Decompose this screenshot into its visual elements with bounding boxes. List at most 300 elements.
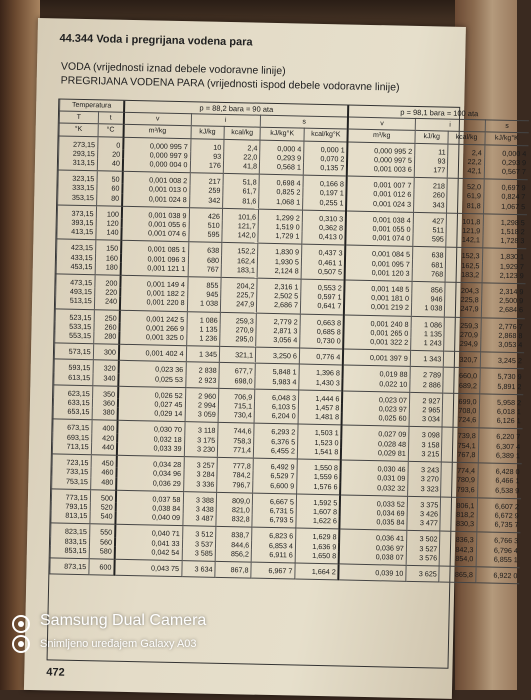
table-cell: 0,685 8 — [300, 326, 344, 336]
table-cell: 3 257 — [184, 457, 218, 470]
table-cell: 638 — [412, 247, 446, 260]
table-cell: 0,037 58 — [116, 490, 183, 504]
table-cell: 420 — [91, 433, 117, 443]
table-cell: 681 — [412, 260, 446, 270]
table-cell: 0,135 7 — [303, 163, 347, 177]
table-cell: 2,502 5 — [257, 291, 301, 301]
table-cell: 1 343 — [410, 351, 444, 368]
table-cell: 0,043 75 — [114, 559, 181, 577]
table-cell: 0,310 3 — [302, 210, 346, 224]
table-cell: 1,830 1 — [482, 248, 526, 262]
unit-s2-kj: kJ/kg°K — [484, 132, 528, 145]
table-cell: 433,15 — [56, 252, 95, 262]
table-cell: 2 838 — [186, 362, 220, 375]
table-cell: 768 — [412, 269, 446, 282]
table-cell: 0,026 52 — [118, 386, 185, 400]
table-cell: 0,001 265 0 — [344, 327, 411, 338]
steam-table-body — [50, 136, 529, 584]
table-cell: 320,7 — [444, 351, 480, 368]
table-cell: 753,15 — [52, 476, 91, 490]
table-cell: 1 038 — [187, 299, 221, 312]
table-cell: 1,519 0 — [258, 222, 302, 232]
table-cell: 821,0 — [216, 505, 252, 515]
col-s2-symbol: s — [485, 120, 529, 133]
unit-v2: m³/kg — [348, 129, 415, 143]
table-cell: 3 158 — [408, 440, 442, 450]
table-cell: 867,8 — [215, 561, 251, 578]
table-cell: 1,622 6 — [296, 516, 340, 530]
table-cell: 1 086 — [411, 316, 445, 329]
table-cell: 730,4 — [218, 410, 254, 423]
table-cell: 550 — [89, 524, 115, 537]
col-i-symbol: i — [191, 114, 261, 128]
table-cell: 0,001 322 2 — [343, 337, 410, 351]
table-cell: 813,15 — [51, 510, 90, 524]
table-cell: 0,040 09 — [115, 512, 182, 526]
table-cell: 373,15 — [57, 205, 96, 219]
table-cell: 313,15 — [58, 157, 97, 171]
table-cell: 0,001 008 2 — [123, 172, 190, 186]
table-cell: 0,001 007 7 — [347, 176, 414, 190]
table-cell: 0,000 997 5 — [347, 154, 414, 165]
table-cell: 1 236 — [186, 333, 220, 346]
table-cell: 260 — [94, 322, 120, 332]
table-cell: 771,4 — [217, 445, 253, 458]
table-cell: 3 098 — [409, 427, 443, 440]
col-t-symbol: t — [98, 112, 124, 125]
table-cell: 580 — [89, 546, 115, 559]
table-cell: 0,567 7 — [484, 166, 528, 180]
table-cell: 150 — [95, 240, 121, 253]
table-cell: 540 — [90, 511, 116, 524]
table-cell: 3 487 — [182, 513, 216, 526]
table-cell: 1 243 — [411, 338, 445, 351]
table-cell: 0,255 1 — [302, 197, 346, 211]
table-cell: 41,8 — [223, 161, 259, 174]
table-cell: 1,396 8 — [299, 365, 343, 379]
table-cell: 3 034 — [409, 414, 443, 427]
unit-celsius: °C — [98, 124, 124, 137]
table-cell: 204,3 — [445, 282, 481, 295]
table-cell: 259,3 — [444, 317, 480, 330]
table-cell: 0,001 024 8 — [122, 193, 189, 207]
table-cell: 0,019 88 — [343, 365, 410, 379]
section-title: 44.344 Voda i pregrijana vodena para — [59, 32, 253, 49]
table-cell: 393,15 — [57, 217, 96, 227]
watermark-device: Snimljeno uređajem Galaxy A03 — [40, 638, 197, 650]
table-cell: 323,15 — [58, 170, 97, 184]
table-cell: 0,001 096 3 — [121, 253, 188, 264]
table-cell: 0,034 69 — [340, 507, 407, 518]
table-cell: 320 — [93, 360, 119, 373]
table-cell: 6,667 5 — [252, 493, 296, 507]
table-cell: 0,028 48 — [341, 438, 408, 449]
table-cell: 204,2 — [221, 277, 257, 290]
table-cell: 6,967 7 — [251, 562, 295, 579]
table-cell: 0,001 095 7 — [345, 258, 412, 269]
table-cell: 6,538 9 — [477, 485, 521, 499]
table-cell: 0,293 9 — [484, 157, 528, 167]
unit-i-kj: kJ/kg — [191, 126, 225, 139]
table-cell: 1,830 9 — [258, 244, 302, 258]
table-cell: 0,001 149 4 — [120, 275, 187, 289]
table-cell: 560 — [89, 537, 115, 547]
table-cell: 6,126 1 — [479, 416, 523, 430]
table-cell: 0,029 81 — [341, 447, 408, 461]
table-cell: 152,2 — [222, 243, 258, 256]
table-cell: 0,697 9 — [483, 179, 527, 193]
table-cell: 162,4 — [221, 256, 257, 266]
table-cell: 0,000 1 — [304, 141, 348, 155]
table-cell: 0,001 182 2 — [120, 288, 187, 299]
table-cell: 2,684 6 — [481, 305, 525, 319]
table-cell: 739,8 — [442, 428, 478, 441]
table-cell: 10 — [190, 138, 224, 151]
table-cell: 5,891 2 — [479, 381, 523, 395]
table-cell: 809,0 — [216, 492, 252, 505]
table-cell: 708,0 — [443, 406, 479, 416]
table-cell: 0,197 1 — [303, 188, 347, 198]
table-cell: 3 230 — [184, 444, 218, 457]
table-cell: 6,766 3 — [476, 532, 520, 546]
table-cell: 0,030 70 — [117, 421, 184, 435]
pressure-88-header: p = 88,2 bara = 90 ata — [124, 101, 349, 117]
table-cell: 1,430 3 — [299, 377, 343, 391]
table-cell: 623,15 — [54, 385, 93, 399]
table-cell: 6,911 6 — [251, 549, 295, 563]
table-cell: 638 — [188, 242, 222, 255]
table-cell: 0,042 54 — [115, 546, 182, 560]
table-cell: 270,9 — [444, 329, 480, 339]
table-cell: 6,529 7 — [253, 471, 297, 481]
table-cell: 793,15 — [51, 501, 90, 511]
table-cell: 20 — [97, 149, 123, 159]
table-cell: 832,8 — [216, 514, 252, 527]
table-cell: 0,001 181 0 — [344, 293, 411, 304]
table-cell: 360 — [92, 398, 118, 408]
table-cell: 758,3 — [218, 436, 254, 446]
table-cell: 247,9 — [445, 304, 481, 317]
table-cell: 6,204 0 — [254, 411, 298, 425]
table-cell: 427 — [413, 212, 447, 225]
page-number: 472 — [46, 666, 65, 679]
table-cell: 767 — [188, 264, 222, 277]
table-cell: 450 — [91, 455, 117, 468]
table-cell: 50 — [97, 171, 123, 184]
table-cell: 945 — [187, 289, 221, 299]
table-cell: 2,776 7 — [481, 317, 525, 331]
table-cell: 342 — [189, 195, 223, 208]
table-cell: 3 576 — [406, 553, 440, 566]
table-cell: 2,500 9 — [481, 296, 525, 306]
table-cell: 806,1 — [441, 497, 477, 510]
table-cell: 0,023 07 — [342, 391, 409, 405]
table-cell: 0,001 121 1 — [121, 263, 188, 277]
table-cell: 152,3 — [446, 248, 482, 261]
table-cell: 453,15 — [56, 261, 95, 275]
table-cell: 177 — [414, 165, 448, 178]
table-cell: 0,553 2 — [301, 279, 345, 293]
table-cell: 844,6 — [215, 539, 251, 549]
table-cell: 1,503 1 — [298, 425, 342, 439]
table-cell: 693,15 — [53, 432, 92, 442]
table-cell: 0,000 997 9 — [123, 150, 190, 161]
table-cell: 1,636 9 — [295, 541, 339, 551]
table-cell: 6,731 5 — [252, 506, 296, 516]
table-cell: 11 — [415, 143, 449, 156]
table-cell: 2 960 — [185, 388, 219, 401]
table-cell: 706,9 — [219, 388, 255, 401]
table-cell: 660,0 — [443, 368, 479, 381]
table-cell: 818,2 — [441, 509, 477, 519]
table-cell: 946 — [411, 294, 445, 304]
table-cell: 293,15 — [59, 148, 98, 158]
table-cell: 6,823 6 — [252, 527, 296, 541]
table-cell: 0,001 085 1 — [121, 241, 188, 255]
dual-camera-icon — [10, 614, 32, 654]
table-cell: 2,871 3 — [256, 325, 300, 335]
table-cell: 6,672 9 — [477, 510, 521, 520]
table-cell: 838,7 — [216, 527, 252, 540]
table-cell: 2,316 1 — [257, 278, 301, 292]
table-cell: 1,068 1 — [259, 196, 303, 210]
table-cell: 0,000 995 7 — [123, 137, 190, 151]
table-cell: 0,025 53 — [118, 373, 185, 387]
table-cell: 0,036 41 — [339, 529, 406, 543]
table-cell: 513,15 — [55, 296, 94, 310]
table-cell: 0,040 71 — [115, 525, 182, 539]
table-cell: 121,9 — [446, 226, 482, 236]
table-cell: 218 — [414, 178, 448, 191]
table-cell: 259,3 — [220, 312, 256, 325]
table-cell: 3 438 — [183, 504, 217, 514]
table-cell: 0,036 29 — [116, 477, 183, 491]
table-cell: 1,650 8 — [295, 550, 339, 564]
table-cell: 6,793 5 — [252, 515, 296, 529]
table-cell: 0,001 074 6 — [121, 228, 188, 242]
table-cell: 6,389 1 — [478, 450, 522, 464]
table-cell: 440 — [91, 442, 117, 455]
col-v2-symbol: v — [348, 117, 415, 131]
table-cell: 0,032 18 — [117, 433, 184, 444]
table-cell: 2 927 — [409, 392, 443, 405]
table-cell: 3 175 — [184, 435, 218, 445]
table-cell: 2,123 9 — [482, 270, 526, 284]
table-cell: 0,001 038 4 — [346, 211, 413, 225]
subtitle-water: VODA (vrijednosti iznad debele vodoravne linije) — [60, 60, 286, 78]
table-cell: 101,8 — [447, 213, 483, 226]
table-cell: 2,314 9 — [481, 283, 525, 297]
table-cell: 225,7 — [221, 290, 257, 300]
table-cell: 553,15 — [55, 330, 94, 344]
table-cell: 6,735 7 — [476, 519, 520, 533]
table-cell: 3,250 6 — [255, 347, 299, 364]
table-cell: 247,9 — [220, 299, 256, 312]
table-cell: 0,029 14 — [118, 408, 185, 422]
table-cell: 1,729 1 — [258, 231, 302, 245]
table-cell: 0,001 038 9 — [122, 206, 189, 220]
unit-v: m³/kg — [123, 125, 190, 139]
table-cell: 0,000 4 — [260, 140, 304, 154]
table-cell: 1,299 2 — [258, 209, 302, 223]
table-cell: 121,7 — [222, 221, 258, 231]
table-cell: 160 — [95, 253, 121, 263]
table-cell: 473,15 — [56, 274, 95, 288]
table-cell: 2,124 8 — [257, 265, 301, 279]
table-cell: 3 118 — [184, 422, 218, 435]
table-cell: 3 375 — [407, 496, 441, 509]
table-cell: 3 388 — [183, 491, 217, 504]
table-cell: 81,8 — [447, 200, 483, 213]
table-cell: 713,15 — [52, 441, 91, 455]
table-cell: 793,6 — [441, 484, 477, 497]
table-cell: 270,9 — [220, 325, 256, 335]
table-cell: 865,8 — [439, 566, 475, 583]
table-cell: 101,6 — [222, 208, 258, 221]
unit-s-kj: kJ/kg°K — [260, 128, 304, 141]
col-v-symbol: v — [124, 113, 191, 127]
table-cell: 1,559 6 — [297, 472, 341, 482]
table-cell: 500 — [90, 489, 116, 502]
table-cell: 1 345 — [186, 346, 220, 363]
table-cell: 2 886 — [410, 380, 444, 393]
table-cell: 0,001 148 5 — [345, 280, 412, 294]
table-cell: 1,444 6 — [298, 390, 342, 404]
table-cell: 423,15 — [57, 239, 96, 253]
table-cell: 698,0 — [219, 376, 255, 389]
table-cell: 699,0 — [443, 393, 479, 406]
table-cell: 6,293 2 — [254, 424, 298, 438]
table-cell: 3 502 — [406, 531, 440, 544]
table-cell: 0,001 219 2 — [344, 302, 411, 316]
table-cell: 0,001 003 6 — [347, 164, 414, 178]
table-cell: 0,001 220 8 — [120, 297, 187, 311]
unit-s-kcal: kcal/kg°K — [304, 129, 348, 142]
table-cell: 142,0 — [222, 230, 258, 243]
table-cell: 715,1 — [218, 401, 254, 411]
table-cell: 0,293 9 — [260, 152, 304, 162]
table-cell: 0,027 45 — [118, 399, 185, 410]
table-cell: 3 270 — [408, 474, 442, 484]
table-cell: 142,1 — [446, 235, 482, 248]
table-cell: 183,2 — [445, 269, 481, 282]
table-cell: 780,9 — [441, 475, 477, 485]
table-cell: 3,056 4 — [256, 335, 300, 349]
table-cell: 42,1 — [448, 166, 484, 179]
table-cell: 353,15 — [58, 192, 97, 206]
table-cell: 520 — [90, 502, 116, 512]
table-cell: 2,686 7 — [256, 300, 300, 314]
table-cell: 1,664 2 — [295, 563, 339, 580]
table-cell: 1,541 8 — [297, 446, 341, 460]
table-cell: 633,15 — [53, 397, 92, 407]
table-cell: 180 — [95, 262, 121, 275]
table-cell: 853,15 — [50, 545, 89, 559]
table-cell: 595 — [413, 234, 447, 247]
table-cell: 3 215 — [408, 449, 442, 462]
table-cell: 22,0 — [224, 152, 260, 162]
table-cell: 273,15 — [59, 136, 98, 150]
table-cell: 0,038 84 — [116, 503, 183, 514]
table-cell: 183,1 — [221, 265, 257, 278]
table-cell: 0,023 36 — [119, 361, 186, 375]
table-cell: 0,001 012 6 — [347, 189, 414, 200]
table-cell: 460 — [91, 468, 117, 478]
pressure-98-header: p = 98,1 bara = 100 ata — [348, 106, 529, 121]
table-cell: 6,307 4 — [478, 441, 522, 451]
table-cell: 5,848 1 — [255, 364, 299, 378]
table-cell: 0,035 84 — [340, 517, 407, 531]
table-cell: 333,15 — [58, 183, 97, 193]
table-cell: 0,000 995 2 — [348, 142, 415, 156]
table-cell: 1,550 8 — [297, 459, 341, 473]
table-cell: 81,6 — [223, 196, 259, 209]
table-cell: 93 — [414, 156, 448, 166]
table-cell: 0,001 074 0 — [346, 233, 413, 247]
table-cell: 6,853 4 — [252, 540, 296, 550]
table-cell: 40 — [97, 158, 123, 171]
table-cell: 1,298 5 — [483, 214, 527, 228]
table-cell: 0,641 7 — [300, 301, 344, 315]
table-cell: 0,663 8 — [300, 314, 344, 328]
table-cell: 61,7 — [223, 186, 259, 196]
table-cell: 677,7 — [219, 363, 255, 376]
table-cell: 680 — [188, 255, 222, 265]
table-cell: 1,728 3 — [482, 236, 526, 250]
table-cell: 6,428 0 — [478, 463, 522, 477]
unit-kelvin: °K — [59, 123, 98, 136]
col-T-symbol: T — [59, 111, 98, 124]
table-cell: 0,034 28 — [117, 455, 184, 469]
table-cell: 593,15 — [54, 359, 93, 373]
table-cell: 1 038 — [411, 303, 445, 316]
table-cell: 0,022 10 — [343, 378, 410, 392]
table-cell: 796,7 — [217, 479, 253, 492]
table-cell: 873,15 — [50, 558, 89, 575]
steam-table — [49, 99, 529, 584]
table-cell: 240 — [94, 297, 120, 310]
table-cell: 600 — [89, 559, 115, 576]
table-cell: 0,001 240 8 — [344, 315, 411, 329]
table-cell: 3 284 — [183, 469, 217, 479]
table-cell: 0,001 013 0 — [122, 184, 189, 195]
table-cell: 0,000 4 — [484, 144, 528, 158]
table-cell: 754,1 — [442, 440, 478, 450]
table-cell: 0,776 4 — [299, 348, 343, 365]
table-cell: 673,15 — [53, 419, 92, 433]
table-cell: 1 135 — [186, 324, 220, 334]
table-cell: 0,825 2 — [259, 187, 303, 197]
table-cell: 523,15 — [55, 309, 94, 323]
table-cell: 6,492 9 — [253, 458, 297, 472]
table-cell: 3 585 — [182, 548, 216, 561]
table-cell: 823,15 — [51, 523, 90, 537]
table-cell: 250 — [94, 309, 120, 322]
table-cell: 1,930 5 — [257, 256, 301, 266]
table-cell: 767,8 — [442, 449, 478, 462]
subtitle-superheated-steam: PREGRIJANA VODENA PARA (vrijednosti ispod debele vodoravne linije) — [60, 74, 400, 94]
table-cell: 0,824 7 — [483, 192, 527, 202]
table-cell: 3 243 — [408, 461, 442, 474]
table-cell: 0,033 52 — [340, 495, 407, 509]
table-cell: 100 — [96, 206, 122, 219]
table-cell: 0,027 09 — [342, 425, 409, 439]
table-cell: 0,041 33 — [115, 537, 182, 548]
table-cell: 854,0 — [440, 553, 476, 566]
table-cell: 1,592 5 — [296, 494, 340, 508]
table-cell: 280 — [93, 331, 119, 344]
table-cell: 259 — [189, 186, 223, 196]
